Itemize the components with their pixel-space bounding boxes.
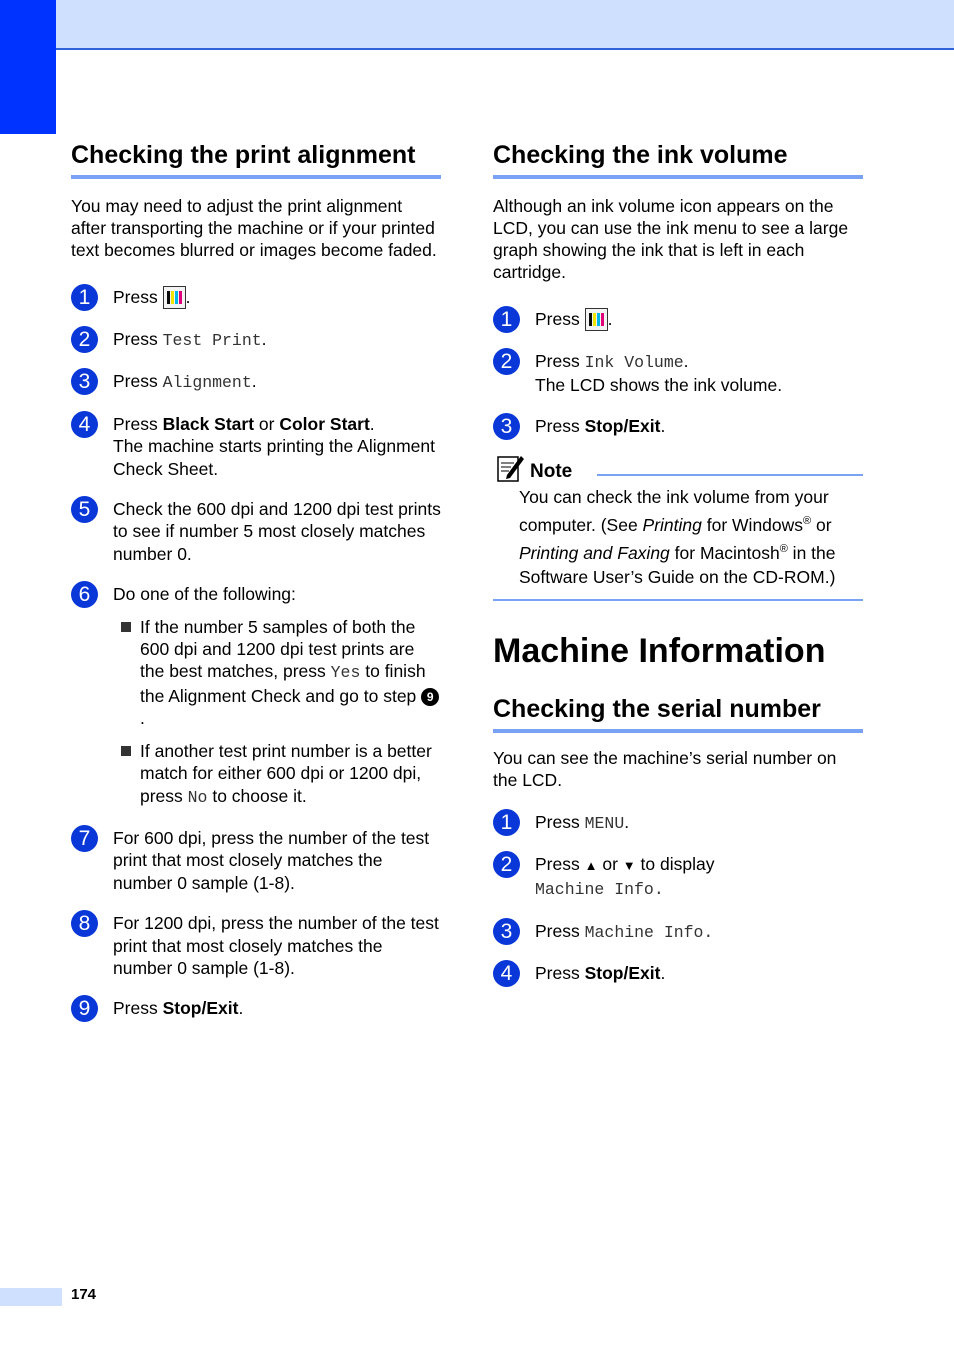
step-badge: 6: [71, 581, 98, 608]
lcd-text: Yes: [330, 663, 361, 683]
note-box: [493, 453, 863, 601]
step-text: Check the 600 dpi and 1200 dpi test prints to see if number 5 most closely matches number 0.: [113, 499, 441, 564]
sub-text: If another test print number is a better match for either 600 dpi or 1200 dpi, press: [140, 740, 432, 806]
list-item: [71, 827, 441, 894]
sub-text: to choose it.: [207, 785, 307, 806]
step-text: .: [624, 811, 630, 832]
list-item: [493, 350, 863, 397]
step-text: Press: [113, 371, 163, 392]
lcd-text: Test Print: [162, 331, 262, 350]
step-text: Press: [113, 287, 163, 307]
right-column: [493, 140, 863, 985]
sub-options: [113, 616, 441, 809]
list-item: [71, 912, 441, 979]
key-label: Stop/Exit: [162, 998, 239, 1019]
step-badge: 2: [493, 851, 520, 878]
note-title: Note: [530, 461, 573, 483]
list-item: [71, 498, 441, 565]
step-text: .: [261, 329, 267, 349]
intro-print-alignment: You may need to adjust the print alignment after transporting the machine or if your printed text becomes blurred or images become faded.: [71, 196, 437, 260]
step-text: or: [254, 413, 280, 434]
lcd-text: Alignment: [162, 373, 252, 393]
step-text: Press: [535, 309, 585, 329]
list-item: [71, 370, 441, 394]
step-badge: 3: [493, 918, 520, 945]
lcd-text: No: [187, 787, 208, 807]
step-text: Press: [535, 351, 585, 371]
step-badge: 4: [493, 960, 520, 987]
list-item: [113, 740, 441, 809]
list-item: [493, 415, 863, 437]
step-text: to display: [635, 854, 715, 875]
section-title-serial-number: Checking the serial number: [493, 694, 863, 733]
list-item: [493, 853, 863, 902]
step-detail: The machine starts printing the Alignment Check Sheet.: [113, 436, 435, 479]
step-detail: The LCD shows the ink volume.: [535, 375, 783, 396]
list-item: [71, 286, 441, 309]
section-title-ink-volume: Checking the ink volume: [493, 140, 863, 179]
key-label: Color Start: [279, 413, 370, 434]
chapter-tab: [0, 0, 56, 134]
step-badge: 2: [71, 326, 98, 353]
list-item: [493, 308, 863, 331]
step-ref-badge: 9: [421, 688, 439, 706]
step-badge: 7: [71, 825, 98, 852]
step-badge: 2: [493, 348, 520, 375]
step-text: Press: [535, 811, 585, 832]
step-badge: 8: [71, 910, 98, 937]
step-text: Press: [113, 413, 163, 434]
lcd-text: Ink Volume: [584, 353, 684, 372]
step-text: Press: [535, 854, 585, 875]
list-item: [493, 962, 863, 984]
intro-serial-number: You can see the machine’s serial number on the LCD.: [493, 747, 837, 790]
bullet-square-icon: [121, 622, 131, 632]
sub-text: If the number 5 samples of both the 600 dpi and 1200 dpi test prints are the best matches, press: [140, 616, 416, 682]
step-text: .: [607, 309, 613, 329]
step-text: .: [683, 351, 689, 371]
step-text: Do one of the following:: [113, 584, 296, 605]
section-title-print-alignment: Checking the print alignment: [71, 140, 441, 179]
step-text: For 600 dpi, press the number of the test print that most closely matches the number 0 sample (1-8).: [113, 827, 430, 893]
step-text: or: [597, 854, 623, 875]
page-number-bar: [0, 1288, 62, 1306]
key-label: Stop/Exit: [584, 415, 661, 436]
sub-text: .: [140, 708, 145, 729]
step-text: For 1200 dpi, press the number of the test print that most closely matches the number 0 sample (1-8).: [113, 913, 439, 978]
list-item: [71, 997, 441, 1019]
step-text: Press: [113, 998, 163, 1019]
step-badge: 9: [71, 995, 98, 1022]
left-column: [71, 140, 441, 1020]
key-label: Stop/Exit: [584, 963, 661, 984]
list-item: [71, 413, 441, 480]
step-badge: 5: [71, 496, 98, 523]
key-label: Black Start: [162, 413, 255, 434]
step-badge: 1: [493, 306, 520, 333]
steps-serial-number: [493, 811, 863, 985]
step-text: .: [251, 371, 257, 392]
lcd-text: MENU: [584, 813, 625, 833]
down-arrow-icon: ▼: [622, 858, 636, 874]
lcd-text: Machine Info.: [584, 922, 714, 942]
list-item: [493, 811, 863, 835]
bullet-square-icon: [121, 746, 131, 756]
step-badge: 4: [71, 411, 98, 438]
note-header: [493, 453, 863, 485]
steps-print-alignment: [71, 286, 441, 1020]
list-item: [113, 616, 441, 730]
steps-ink-volume: [493, 308, 863, 437]
step-badge: 3: [493, 413, 520, 440]
step-badge: 1: [493, 809, 520, 836]
step-text: .: [660, 963, 666, 984]
list-item: [71, 328, 441, 352]
up-arrow-icon: ▲: [584, 858, 598, 874]
ink-button-icon: [585, 308, 608, 331]
step-text: Press: [535, 920, 585, 941]
step-text: Press: [535, 963, 585, 984]
page-number: 174: [71, 1286, 97, 1303]
step-text: Press: [535, 415, 585, 436]
step-text: .: [660, 415, 666, 436]
step-text: .: [369, 413, 375, 434]
step-badge: 3: [71, 368, 98, 395]
step-text: .: [238, 998, 244, 1019]
step-text: .: [185, 287, 191, 307]
sub-text: to finish the Alignment Check and go to step: [140, 661, 426, 706]
list-item: [71, 583, 441, 809]
ink-button-icon: [163, 286, 186, 309]
chapter-title: Machine Information: [493, 631, 826, 670]
lcd-text: Machine Info.: [535, 880, 664, 900]
step-badge: 1: [71, 284, 98, 311]
note-divider: [597, 474, 863, 476]
header-band: [0, 0, 954, 50]
step-text: Press: [113, 329, 163, 349]
note-text: You can check the ink volume from your computer. (See Printing for Windows® or Printing and Faxing for Macintosh® in the Software User’s Guide on the CD-ROM.): [519, 487, 836, 587]
list-item: [493, 920, 863, 944]
intro-ink-volume: Although an ink volume icon appears on the LCD, you can use the ink menu to see a large graph showing the ink that is left in each cartridge.: [493, 196, 849, 282]
note-pencil-icon: [497, 453, 525, 483]
